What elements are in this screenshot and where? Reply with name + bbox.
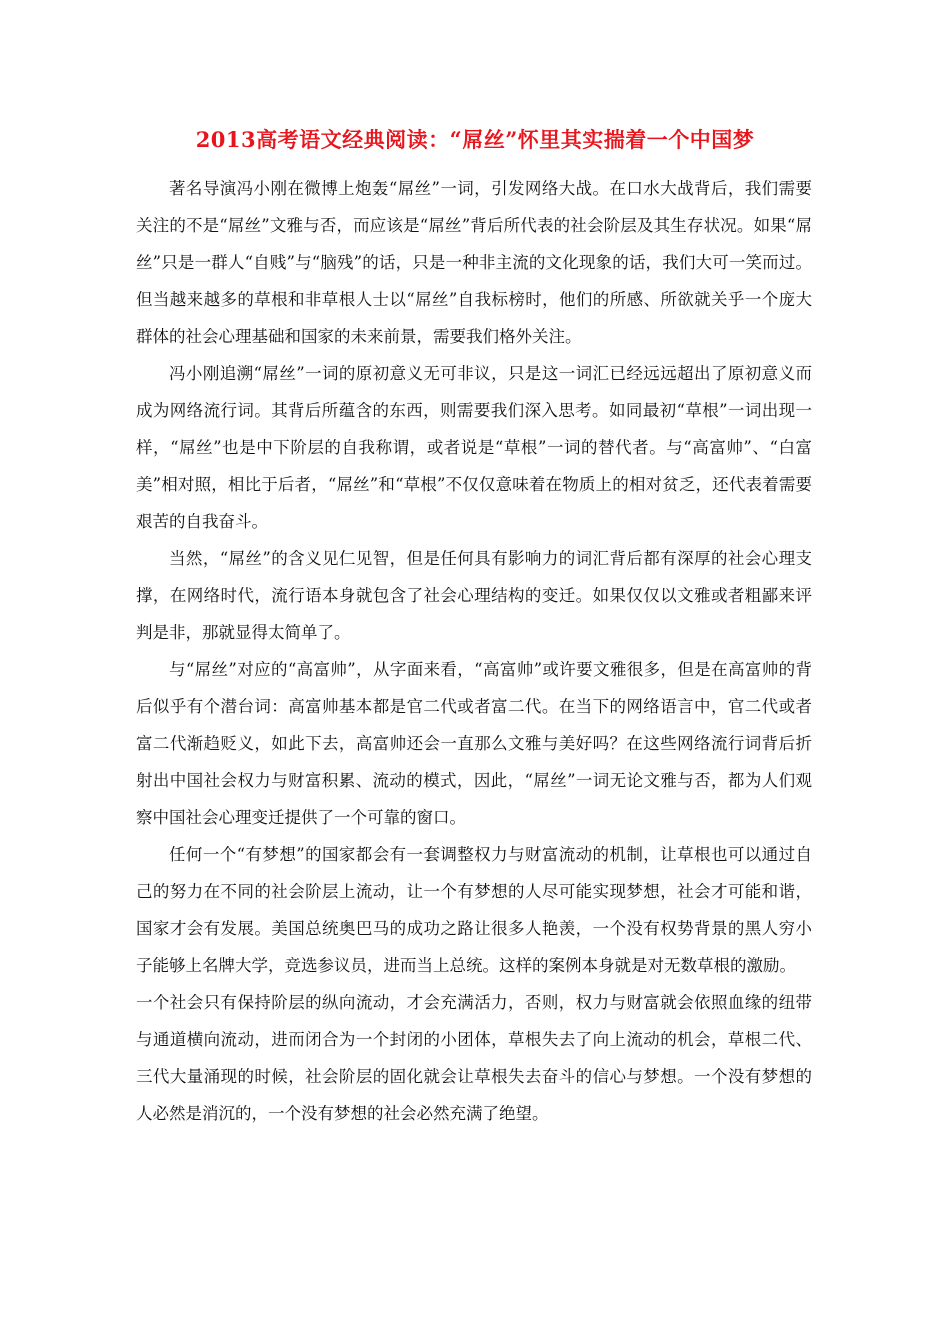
paragraph-2: 冯小刚追溯“屌丝”一词的原初意义无可非议，只是这一词汇已经远远超出了原初意义而成为网络流行词。其背后所蕴含的东西，则需要我们深入思考。如同最初“草根”一词出现一样，“屌丝”也是中下阶层的自我称谓，或者说是“草根”一词的替代者。与“高富帅”、“白富美”相对照，相比于后者，“屌丝”和“草根”不仅仅意味着在物质上的相对贫乏，还代表着需要艰苦的自我奋斗。 xyxy=(136,364,812,531)
paragraph-1: 著名导演冯小刚在微博上炮轰“屌丝”一词，引发网络大战。在口水大战背后，我们需要关注的不是“屌丝”文雅与否，而应该是“屌丝”背后所代表的社会阶层及其生存状况。如果“屌丝”只是一群人“自贱”与“脑残”的话，只是一种非主流的文化现象的话，我们大可一笑而过。但当越来越多的草根和非草根人士以“屌丝”自我标榜时，他们的所感、所欲就关乎一个庞大群体的社会心理基础和国家的未来前景，需要我们格外关注。 xyxy=(136,179,812,346)
paragraph-4: 与“屌丝”对应的“高富帅”，从字面来看，“高富帅”或许要文雅很多，但是在高富帅的背后似乎有个潜台词：高富帅基本都是官二代或者富二代。在当下的网络语言中，官二代或者富二代渐趋贬义，如此下去，高富帅还会一直那么文雅与美好吗？在这些网络流行词背后折射出中国社会权力与财富积累、流动的模式，因此，“屌丝”一词无论文雅与否，都为人们观察中国社会心理变迁提供了一个可靠的窗口。 xyxy=(136,660,812,827)
document-title: 2013高考语文经典阅读：“屌丝”怀里其实揣着一个中国梦 xyxy=(195,127,755,152)
paragraph-5: 任何一个“有梦想”的国家都会有一套调整权力与财富流动的机制，让草根也可以通过自己的努力在不同的社会阶层上流动，让一个有梦想的人尽可能实现梦想，社会才可能和谐，国家才会有发展。美国总统奥巴马的成功之路让很多人艳羡，一个没有权势背景的黑人穷小子能够上名牌大学，竞选参议员，进而当上总统。这样的案例本身就是对无数草根的激励。 xyxy=(136,845,812,975)
paragraph-3: 当然，“屌丝”的含义见仁见智，但是任何具有影响力的词汇背后都有深厚的社会心理支撑，在网络时代，流行语本身就包含了社会心理结构的变迁。如果仅仅以文雅或者粗鄙来评判是非，那就显得太简单了。 xyxy=(136,549,812,642)
paragraph-6: 一个社会只有保持阶层的纵向流动，才会充满活力，否则，权力与财富就会依照血缘的纽带与通道横向流动，进而闭合为一个封闭的小团体，草根失去了向上流动的机会，草根二代、三代大量涌现的时候，社会阶层的固化就会让草根失去奋斗的信心与梦想。一个没有梦想的人必然是消沉的，一个没有梦想的社会必然充满了绝望。 xyxy=(136,993,812,1123)
document-body xyxy=(136,170,812,1132)
